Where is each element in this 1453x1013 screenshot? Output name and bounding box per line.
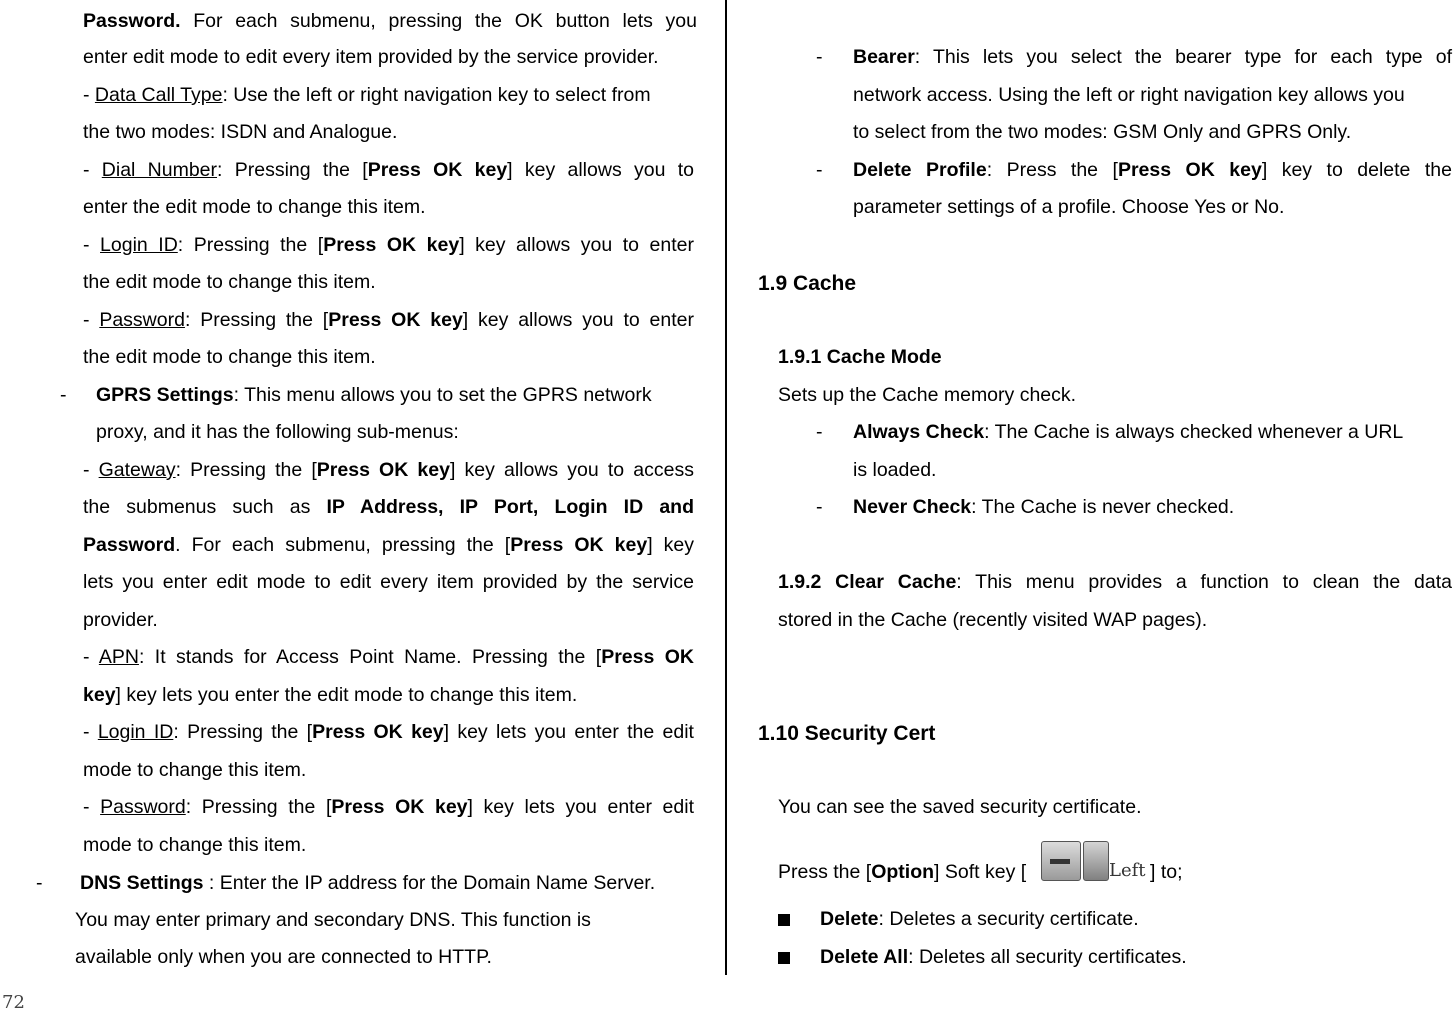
login-id-term-2: Login ID bbox=[97, 721, 174, 743]
left-line-15: Password. For each submenu, pressing the [Press OK key] key bbox=[83, 534, 694, 556]
dns-dash: - bbox=[36, 872, 43, 894]
left-line-20: - Login ID: Pressing the [Press OK key] key lets you enter the edit bbox=[83, 721, 694, 743]
heading-cache-mode: 1.9.1 Cache Mode bbox=[778, 346, 942, 368]
delete-profile-line-2: parameter settings of a profile. Choose Yes or No. bbox=[853, 196, 1285, 218]
left-line-8: the edit mode to change this item. bbox=[83, 271, 376, 293]
page-number: 72 bbox=[2, 992, 25, 1013]
heading-cache: 1.9 Cache bbox=[758, 272, 857, 295]
left-line-22: - Password: Pressing the [Press OK key] key lets you enter edit bbox=[83, 796, 694, 818]
bearer-line-3: to select from the two modes: GSM Only and GPRS Only. bbox=[853, 121, 1352, 143]
security-desc: You can see the saved security certificate. bbox=[778, 796, 1142, 818]
clear-cache-line-1: 1.9.2 Clear Cache: This menu provides a function to clean the data bbox=[778, 571, 1453, 593]
left-line-19: key] key lets you enter the edit mode to change this item. bbox=[83, 684, 578, 706]
left-line-13: - Gateway: Pressing the [Press OK key] key allows you to access bbox=[83, 459, 694, 481]
left-line-7: - Login ID: Pressing the [Press OK key] key allows you to enter bbox=[83, 234, 694, 256]
left-line-21: mode to change this item. bbox=[83, 759, 307, 781]
bearer-line-1: Bearer: This lets you select the bearer type for each type of bbox=[853, 46, 1452, 68]
clear-cache-line-2: stored in the Cache (recently visited WAP pages). bbox=[778, 609, 1208, 631]
left-line-16: lets you enter edit mode to edit every item provided by the service bbox=[83, 571, 694, 593]
password-term-2: Password bbox=[100, 796, 186, 818]
left-line-2: enter edit mode to edit every item provided by the service provider. bbox=[83, 46, 659, 68]
left-line-23: mode to change this item. bbox=[83, 834, 307, 856]
never-dash: - bbox=[816, 496, 823, 518]
gprs-settings-line: GPRS Settings: This menu allows you to set the GPRS network bbox=[96, 384, 652, 406]
bearer-line-2: network access. Using the left or right navigation key allows you bbox=[853, 84, 1405, 106]
cache-mode-desc: Sets up the Cache memory check. bbox=[778, 384, 1077, 406]
never-check-line: Never Check: The Cache is never checked. bbox=[853, 496, 1235, 518]
left-line-1: Password. For each submenu, pressing the OK button lets you bbox=[83, 10, 697, 32]
always-check-line-2: is loaded. bbox=[853, 459, 937, 481]
press-option-line: Press the [Option] Soft key [ bbox=[778, 861, 1027, 883]
square-bullet-icon bbox=[778, 952, 790, 964]
column-divider bbox=[725, 0, 727, 975]
gprs-dash: - bbox=[60, 384, 67, 406]
left-key-label: Left bbox=[1109, 860, 1146, 881]
left-line-5: - Dial Number: Pressing the [Press OK key] key allows you to bbox=[83, 159, 694, 181]
square-bullet-icon bbox=[778, 914, 790, 926]
left-line-4: the two modes: ISDN and Analogue. bbox=[83, 121, 398, 143]
always-check-line: Always Check: The Cache is always checked whenever a URL bbox=[853, 421, 1404, 443]
apn-term: APN bbox=[98, 646, 139, 668]
press-option-tail: ] to; bbox=[1150, 861, 1183, 883]
left-line-25: You may enter primary and secondary DNS. This function is bbox=[75, 909, 591, 931]
left-line-9: - Password: Pressing the [Press OK key] key allows you to enter bbox=[83, 309, 694, 331]
delete-profile-dash: - bbox=[816, 159, 823, 181]
login-id-term: Login ID bbox=[100, 234, 178, 256]
left-line-6: enter the edit mode to change this item. bbox=[83, 196, 426, 218]
data-call-type-term: Data Call Type bbox=[94, 84, 223, 106]
gateway-term: Gateway bbox=[98, 459, 176, 481]
left-line-3: - Data Call Type: Use the left or right navigation key to select from bbox=[83, 84, 651, 106]
always-dash: - bbox=[816, 421, 823, 443]
left-line-10: the edit mode to change this item. bbox=[83, 346, 376, 368]
delete-all-bullet-line: Delete All: Deletes all security certificates. bbox=[778, 948, 1187, 968]
dial-number-term: Dial Number bbox=[101, 159, 218, 181]
left-line-26: available only when you are connected to HTTP. bbox=[75, 946, 492, 968]
dns-settings-line: DNS Settings : Enter the IP address for the Domain Name Server. bbox=[80, 872, 656, 894]
left-line-17: provider. bbox=[83, 609, 158, 631]
heading-security-cert: 1.10 Security Cert bbox=[758, 722, 936, 745]
left-softkey-icon bbox=[1041, 841, 1109, 881]
delete-bullet-line: Delete: Deletes a security certificate. bbox=[778, 910, 1139, 930]
bearer-dash: - bbox=[816, 46, 823, 68]
left-line-18: - APN: It stands for Access Point Name. Pressing the [Press OK bbox=[83, 646, 694, 668]
delete-profile-line-1: Delete Profile: Press the [Press OK key] key to delete the bbox=[853, 159, 1452, 181]
left-line-12: proxy, and it has the following sub-menus: bbox=[96, 421, 459, 443]
password-term: Password bbox=[99, 309, 185, 331]
left-line-14: the submenus such as IP Address, IP Port, Login ID and bbox=[83, 496, 694, 518]
